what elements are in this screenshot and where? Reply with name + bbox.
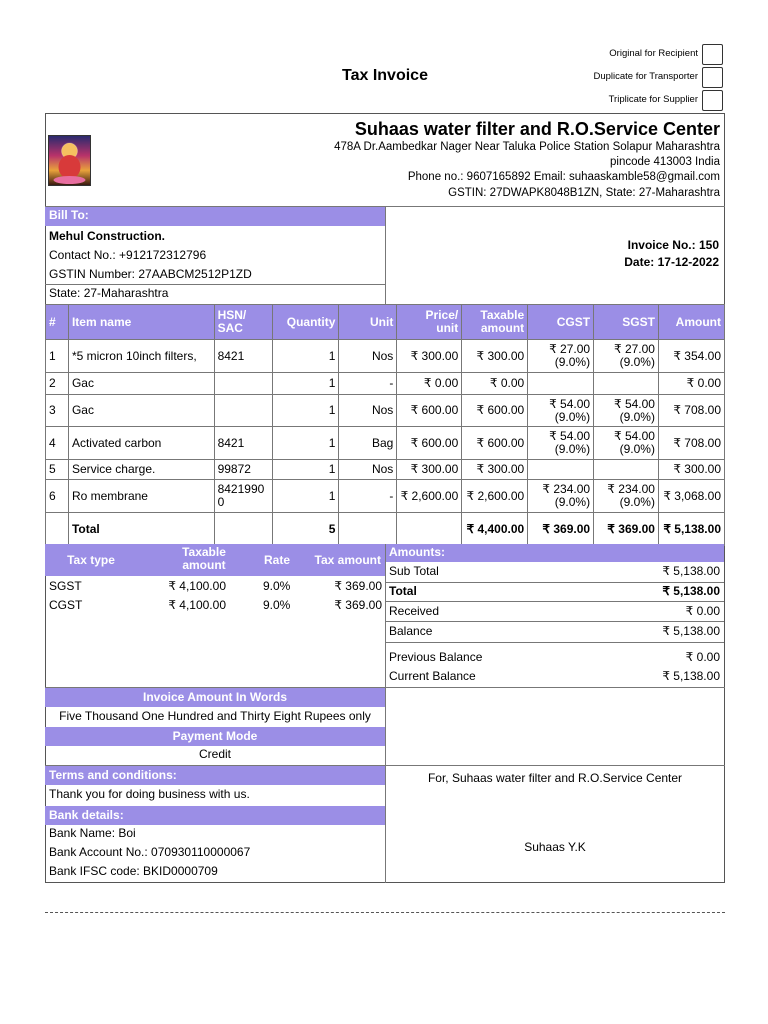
bill-to-header: Bill To: <box>45 207 385 226</box>
table-row <box>46 395 725 427</box>
cell: Nos <box>339 460 397 480</box>
table-row <box>46 373 725 395</box>
col-hsn: HSN/ SAC <box>214 305 273 340</box>
col-amount: Amount <box>658 305 724 340</box>
items-header-row <box>46 305 725 340</box>
received-label: Received <box>389 604 440 618</box>
cell <box>339 513 397 546</box>
cell: 99872 <box>214 460 273 480</box>
table-row <box>46 460 725 480</box>
cell: ₹ 54.00 (9.0%) <box>528 395 594 427</box>
cell: 8421 <box>214 427 273 460</box>
total-amount: ₹ 5,138.00 <box>658 513 724 546</box>
payment-mode: Credit <box>198 747 231 761</box>
total-label: Total <box>389 584 417 598</box>
items-table <box>45 304 725 546</box>
cell: ₹ 300.00 <box>462 340 528 373</box>
cell: ₹ 300.00 <box>462 460 528 480</box>
cell: 84219900 <box>214 480 273 513</box>
cell: Gac <box>68 373 214 395</box>
terms-header: Terms and conditions: <box>45 766 385 785</box>
cell: ₹ 300.00 <box>397 340 462 373</box>
tax-rate: 9.0% <box>263 598 291 612</box>
cell: ₹ 0.00 <box>462 373 528 395</box>
cell: Ro membrane <box>68 480 214 513</box>
bank-name: Bank Name: Boi <box>49 826 136 840</box>
cell: ₹ 300.00 <box>397 460 462 480</box>
cell <box>528 373 594 395</box>
cell: ₹ 0.00 <box>397 373 462 395</box>
bank-ifsc: Bank IFSC code: BKID0000709 <box>49 864 218 878</box>
total-sgst: ₹ 369.00 <box>594 513 659 546</box>
triplicate-checkbox[interactable] <box>702 90 723 111</box>
total-quantity: 5 <box>273 513 339 546</box>
taxable-amount-header: Taxable amount <box>182 545 226 572</box>
cell: Gac <box>68 395 214 427</box>
col-unit: Unit <box>339 305 397 340</box>
cell: 3 <box>46 395 69 427</box>
table-row <box>46 480 725 513</box>
col-index: # <box>46 305 69 340</box>
balance-label: Balance <box>389 624 433 638</box>
cell: *5 micron 10inch filters, <box>68 340 214 373</box>
customer-contact: Contact No.: +912172312796 <box>49 248 207 262</box>
deity-icon <box>49 136 90 185</box>
cell <box>46 513 69 546</box>
cell: - <box>339 480 397 513</box>
col-taxable: Taxable amount <box>462 305 528 340</box>
cell <box>397 513 462 546</box>
total-taxable: ₹ 4,400.00 <box>462 513 528 546</box>
previous-balance-label: Previous Balance <box>389 650 483 664</box>
company-gstin: GSTIN: 27DWAPK8048B1ZN, State: 27-Maharashtra <box>448 187 720 199</box>
col-cgst: CGST <box>528 305 594 340</box>
cell <box>214 513 273 546</box>
cell: ₹ 234.00 (9.0%) <box>528 480 594 513</box>
cell: 1 <box>273 373 339 395</box>
cell: ₹ 27.00 (9.0%) <box>528 340 594 373</box>
tax-amount: ₹ 369.00 <box>334 579 382 593</box>
cell: ₹ 2,600.00 <box>462 480 528 513</box>
copy-label-duplicate: Duplicate for Transporter <box>593 71 698 82</box>
document-title: Tax Invoice <box>342 67 428 84</box>
cut-line <box>45 912 725 913</box>
col-sgst: SGST <box>594 305 659 340</box>
cell: 2 <box>46 373 69 395</box>
bank-details-header: Bank details: <box>45 806 385 825</box>
company-contact: Phone no.: 9607165892 Email: suhaaskamble58@gmail.com <box>407 171 720 183</box>
cell: 8421 <box>214 340 273 373</box>
cell: 6 <box>46 480 69 513</box>
cell: ₹ 600.00 <box>462 427 528 460</box>
company-pincode: pincode 413003 India <box>610 156 720 168</box>
current-balance-label: Current Balance <box>389 669 476 683</box>
cell: ₹ 708.00 <box>658 395 724 427</box>
total-value: ₹ 5,138.00 <box>662 584 720 598</box>
amounts-header: Amounts: <box>386 544 724 562</box>
cell: ₹ 54.00 (9.0%) <box>528 427 594 460</box>
tax-table-header <box>45 544 385 576</box>
duplicate-checkbox[interactable] <box>702 67 723 88</box>
sub-total-label: Sub Total <box>389 564 439 578</box>
copy-label-original: Original for Recipient <box>609 48 698 59</box>
cell: ₹ 3,068.00 <box>658 480 724 513</box>
customer-gstin: GSTIN Number: 27AABCM2512P1ZD <box>49 267 252 281</box>
tax-rate: 9.0% <box>263 579 291 593</box>
taxable-amount: ₹ 4,100.00 <box>168 598 226 612</box>
cell <box>594 373 659 395</box>
amount-in-words-header: Invoice Amount In Words <box>45 688 385 707</box>
table-row <box>46 340 725 373</box>
cell: ₹ 54.00 (9.0%) <box>594 427 659 460</box>
col-quantity: Quantity <box>273 305 339 340</box>
col-item-name: Item name <box>68 305 214 340</box>
signatory-name: Suhaas Y.K <box>524 840 586 854</box>
cell: ₹ 54.00 (9.0%) <box>594 395 659 427</box>
cell: Bag <box>339 427 397 460</box>
cell: Service charge. <box>68 460 214 480</box>
cell: - <box>339 373 397 395</box>
cell: ₹ 0.00 <box>658 373 724 395</box>
cell: 1 <box>273 427 339 460</box>
cell <box>214 373 273 395</box>
tax-amount-header: Tax amount <box>314 553 381 567</box>
previous-balance-value: ₹ 0.00 <box>685 650 720 664</box>
cell: Nos <box>339 395 397 427</box>
cell: ₹ 600.00 <box>462 395 528 427</box>
original-checkbox[interactable] <box>702 44 723 65</box>
cell: Nos <box>339 340 397 373</box>
sub-total-value: ₹ 5,138.00 <box>662 564 720 578</box>
cell: 4 <box>46 427 69 460</box>
invoice-date: Date: 17-12-2022 <box>624 255 719 269</box>
customer-name: Mehul Construction. <box>49 229 165 243</box>
cell: ₹ 600.00 <box>397 395 462 427</box>
cell: 1 <box>273 460 339 480</box>
cell: 1 <box>273 395 339 427</box>
cell: ₹ 354.00 <box>658 340 724 373</box>
signature-company: For, Suhaas water filter and R.O.Service Center <box>427 771 683 785</box>
bank-account: Bank Account No.: 070930110000067 <box>49 845 251 859</box>
cell: ₹ 2,600.00 <box>397 480 462 513</box>
terms-text: Thank you for doing business with us. <box>49 787 250 801</box>
received-value: ₹ 0.00 <box>685 604 720 618</box>
cell: ₹ 27.00 (9.0%) <box>594 340 659 373</box>
current-balance-value: ₹ 5,138.00 <box>662 669 720 683</box>
cell: 5 <box>46 460 69 480</box>
balance-value: ₹ 5,138.00 <box>662 624 720 638</box>
tax-type: SGST <box>49 579 82 593</box>
cell <box>214 395 273 427</box>
total-cgst: ₹ 369.00 <box>528 513 594 546</box>
copy-label-triplicate: Triplicate for Supplier <box>608 94 698 105</box>
cell: 1 <box>273 480 339 513</box>
tax-type: CGST <box>49 598 83 612</box>
company-logo <box>48 135 91 186</box>
cell <box>528 460 594 480</box>
table-row <box>46 427 725 460</box>
invoice-number: Invoice No.: 150 <box>627 238 719 252</box>
taxable-amount: ₹ 4,100.00 <box>168 579 226 593</box>
cell: 1 <box>46 340 69 373</box>
customer-state: State: 27-Maharashtra <box>49 286 169 300</box>
cell: ₹ 708.00 <box>658 427 724 460</box>
total-row <box>46 513 725 546</box>
company-address: 478A Dr.Aambedkar Nager Near Taluka Police Station Solapur Maharashtra <box>334 141 720 153</box>
payment-mode-header: Payment Mode <box>45 727 385 746</box>
cell: Activated carbon <box>68 427 214 460</box>
col-price: Price/ unit <box>397 305 462 340</box>
company-name: Suhaas water filter and R.O.Service Center <box>354 119 720 139</box>
cell: ₹ 300.00 <box>658 460 724 480</box>
tax-type-header: Tax type <box>67 553 115 567</box>
amount-in-words: Five Thousand One Hundred and Thirty Eight Rupees only <box>59 709 371 723</box>
cell: 1 <box>273 340 339 373</box>
cell <box>594 460 659 480</box>
total-label: Total <box>68 513 214 546</box>
cell: ₹ 234.00 (9.0%) <box>594 480 659 513</box>
cell: ₹ 600.00 <box>397 427 462 460</box>
rate-header: Rate <box>263 553 290 567</box>
tax-amount: ₹ 369.00 <box>334 598 382 612</box>
